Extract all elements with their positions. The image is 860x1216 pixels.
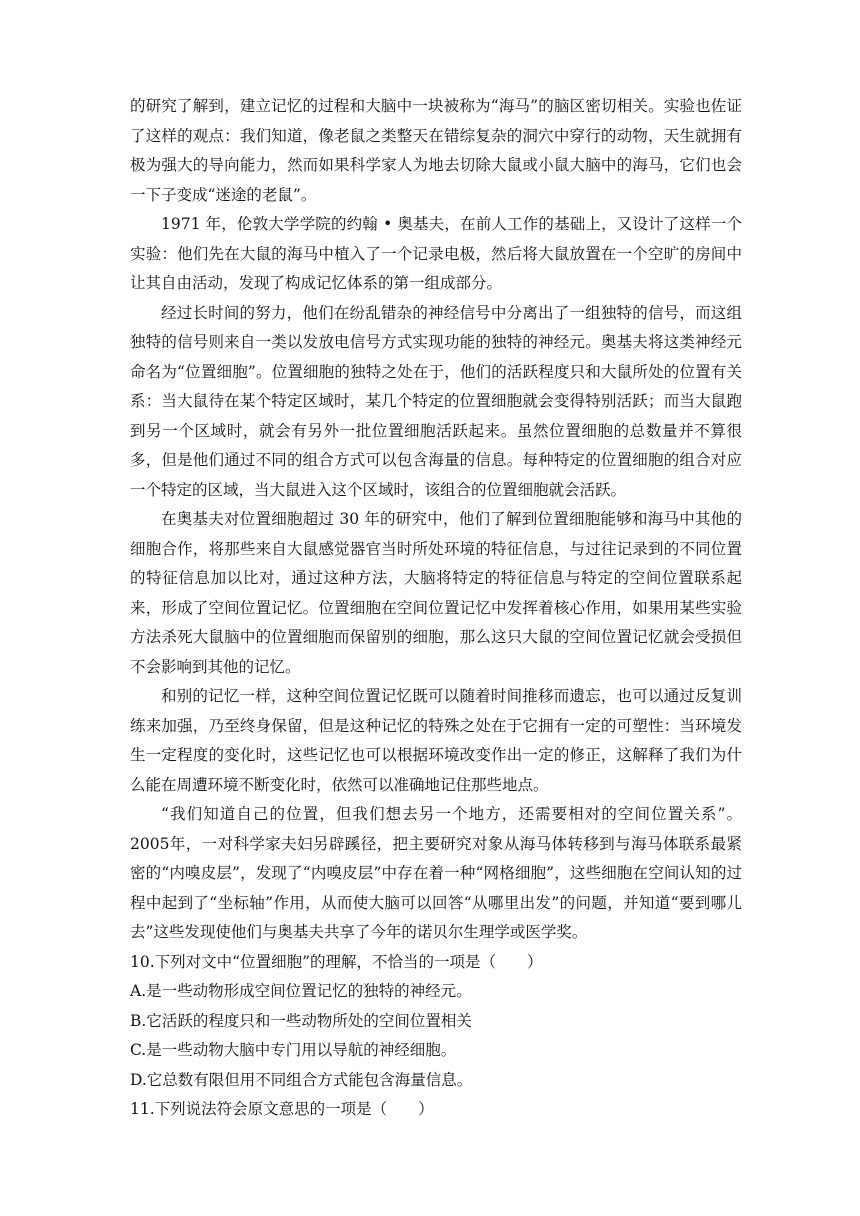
paragraph-okeefe-experiment: 1971 年，伦敦大学学院的约翰 • 奥基夫，在前人工作的基础上，又设计了这样一个实验：他们先在大鼠的海马中植入了一个记录电极，然后将大鼠放置在一个空旷的房间中让其自由活动，发现了构成记忆体系的第一组成部分。: [130, 215, 742, 292]
question-10-option-a: A.是一些动物形成空间位置记忆的独特的神经元。: [130, 982, 472, 1000]
question-10-option-b: B.它活跃的程度只和一些动物所处的空间位置相关: [130, 1011, 472, 1030]
paragraph-hippocampus: 的研究了解到，建立记忆的过程和大脑中一块被称为“海马”的脑区密切相关。实验也佐证了这样的观点：我们知道，像老鼠之类整天在错综复杂的洞穴中穿行的动物，天生就拥有极为强大的导向能力，然而如果科学家人为地去切除大鼠或小鼠大脑中的海马，它们也会一下子变成“迷途的老鼠”。: [130, 97, 742, 204]
question-11-stem: 11.下列说法符会原文意思的一项是（ ）: [130, 1100, 434, 1118]
paragraph-memory-plasticity: 和别的记忆一样，这种空间位置记忆既可以随着时间推移而遗忘，也可以通过反复训练来加强，乃至终身保留，但是这种记忆的特殊之处在于它拥有一定的可塑性：当环境发生一定程度的变化时，这些记忆也可以根据环境改变作出一定的修正，这解释了我们为什么能在周遭环境不断变化时，依然可以准确地记住那些地点。: [130, 687, 742, 794]
document-page: [130, 92, 742, 1125]
question-10-option-c: C.是一些动物大脑中专门用以导航的神经细胞。: [130, 1041, 457, 1059]
paragraph-place-cell-research: 在奥基夫对位置细胞超过 30 年的研究中，他们了解到位置细胞能够和海马中其他的细胞合作，将那些来自大鼠感觉器官当时所处环境的特征信息，与过往记录到的不同位置的特征信息加以比对，通过这种方法，大脑将特定的特征信息与特定的空间位置联系起来，形成了空间位置记忆。位置细胞在空间位置记忆中发挥着核心作用，如果用某些实验方法杀死大鼠脑中的位置细胞而保留别的细胞，那么这只大鼠的空间位置记忆就会受损但不会影响到其他的记忆。: [130, 510, 742, 676]
question-10-option-d: D.它总数有限但用不同组合方式能包含海量信息。: [130, 1070, 473, 1089]
paragraph-place-cells: 经过长时间的努力，他们在纷乱错杂的神经信号中分离出了一组独特的信号，而这组独特的信号则来自一类以发放电信号方式实现功能的独特的神经元。奥基夫将这类神经元命名为“位置细胞”。位置细胞的独特之处在于，他们的活跃程度只和大鼠所处的位置有关系：当大鼠待在某个特定区域时，某几个特定的位置细胞就会变得特别活跃；而当大鼠跑到另一个区域时，就会有另外一批位置细胞活跃起来。虽然位置细胞的总数量并不算很多，但是他们通过不同的组合方式可以包含海量的信息。每种特定的位置细胞的组合对应一个特定的区域，当大鼠进入这个区域时，该组合的位置细胞就会活跃。: [130, 303, 742, 499]
question-10-stem: 10.下列对文中“位置细胞”的理解，不恰当的一项是（ ）: [130, 952, 543, 971]
paragraph-grid-cells: “我们知道自己的位置，但我们想去另一个地方，还需要相对的空间位置关系”。2005年，一对科学家夫妇另辟蹊径，把主要研究对象从海马体转移到与海马体联系最紧密的“内嗅皮层”，发现了“内嗅皮层”中存在着一种“网格细胞”，这些细胞在空间认知的过程中起到了“坐标轴”作用，从而使大脑可以回答“从哪里出发”的问题，并知道“要到哪儿去”这些发现使他们与奥基夫共享了今年的诺贝尔生理学或医学奖。: [130, 805, 742, 941]
